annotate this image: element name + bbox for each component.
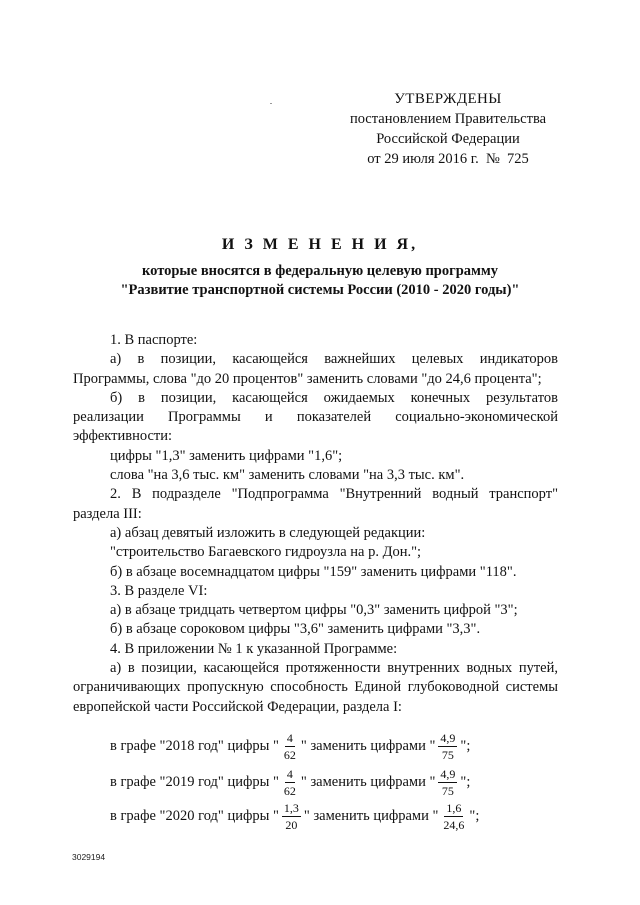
paragraph: 3. В разделе VI: (110, 582, 208, 599)
approval-date-number: от 29 июля 2016 г. № 725 (367, 151, 529, 167)
paragraph: цифры "1,3" заменить цифрами "1,6"; (110, 447, 343, 464)
fraction-numerator: 1,3 (283, 801, 299, 815)
replacement-middle: " заменить цифрами " (300, 774, 436, 790)
replacement-line (110, 731, 470, 771)
replacement-suffix: "; (469, 808, 480, 824)
old-value-fraction (282, 767, 298, 798)
replacement-line (110, 801, 479, 841)
subtitle-line: "Развитие транспортной системы России (2010 - 2020 годы)" (120, 282, 520, 298)
paragraph: б) в позиции, касающейся ожидаемых конечных результатов реализации Программы и показателей социально-экономической эффективности: (73, 389, 558, 445)
paragraph: "строительство Багаевского гидроузла на р. Дон."; (110, 544, 422, 561)
approval-line: постановлением Правительства (349, 111, 547, 127)
subtitle-line: которые вносятся в федеральную целевую программу (141, 263, 499, 279)
fraction-numerator: 4,9 (440, 767, 456, 781)
old-value-fraction (282, 731, 298, 762)
approval-line: Российской Федерации (376, 131, 520, 147)
paragraph: б) в абзаце сороковом цифры "3,6" заменить цифрами "3,3". (110, 621, 481, 638)
paragraph: 2. В подразделе "Подпрограмма "Внутренний водный транспорт" раздела III: (73, 486, 558, 522)
new-value-fraction (441, 801, 466, 832)
paragraph: слова "на 3,6 тыс. км" заменить словами "на 3,3 тыс. км". (110, 467, 465, 484)
new-value-fraction (438, 731, 457, 762)
replacement-prefix: в графе "2018 год" цифры " (110, 738, 279, 754)
paragraph: а) абзац девятый изложить в следующей редакции: (110, 524, 426, 541)
paragraph: а) в абзаце тридцать четвертом цифры "0,3" заменить цифрой "3"; (110, 602, 518, 619)
old-value-fraction (282, 801, 301, 832)
fraction-denominator: 75 (441, 784, 454, 798)
fraction-denominator: 62 (283, 784, 296, 798)
paragraph: 4. В приложении № 1 к указанной Программе: (110, 640, 398, 657)
fraction-numerator: 4,9 (440, 731, 456, 745)
fraction-numerator: 4 (286, 731, 293, 745)
replacement-middle: " заменить цифрами " (303, 808, 439, 824)
approval-block (330, 89, 566, 169)
paragraph: б) в абзаце восемнадцатом цифры "159" заменить цифрами "118". (110, 563, 517, 580)
replacement-prefix: в графе "2020 год" цифры " (110, 808, 279, 824)
document-code: 3029194 (72, 852, 106, 862)
replacement-suffix: "; (460, 738, 471, 754)
approval-heading: УТВЕРЖДЕНЫ (394, 91, 502, 107)
fraction-numerator: 4 (286, 767, 293, 781)
document-title: И З М Е Н Е Н И Я, (221, 236, 419, 253)
scan-speck (270, 103, 272, 104)
paragraph: а) в позиции, касающейся важнейших целевых индикаторов Программы, слова "до 20 процентов" заменить словами "до 24,6 процента"; (73, 351, 558, 387)
paragraph: 1. В паспорте: (110, 332, 198, 348)
document-subtitle (60, 262, 580, 300)
paragraph: а) в позиции, касающейся протяженности внутренних водных путей, ограничивающих пропускную способность Единой глубоководной системы европейской части Российской Федерации, раздела I: (73, 660, 558, 715)
fraction-denominator: 24,6 (443, 818, 465, 832)
fraction-denominator: 75 (441, 748, 454, 762)
fraction-numerator: 1,6 (446, 801, 462, 815)
document-body (73, 331, 558, 717)
fraction-denominator: 20 (285, 818, 298, 832)
replacement-suffix: "; (460, 774, 471, 790)
replacement-prefix: в графе "2019 год" цифры " (110, 774, 279, 790)
new-value-fraction (438, 767, 457, 798)
replacement-middle: " заменить цифрами " (300, 738, 436, 754)
fraction-denominator: 62 (283, 748, 296, 762)
